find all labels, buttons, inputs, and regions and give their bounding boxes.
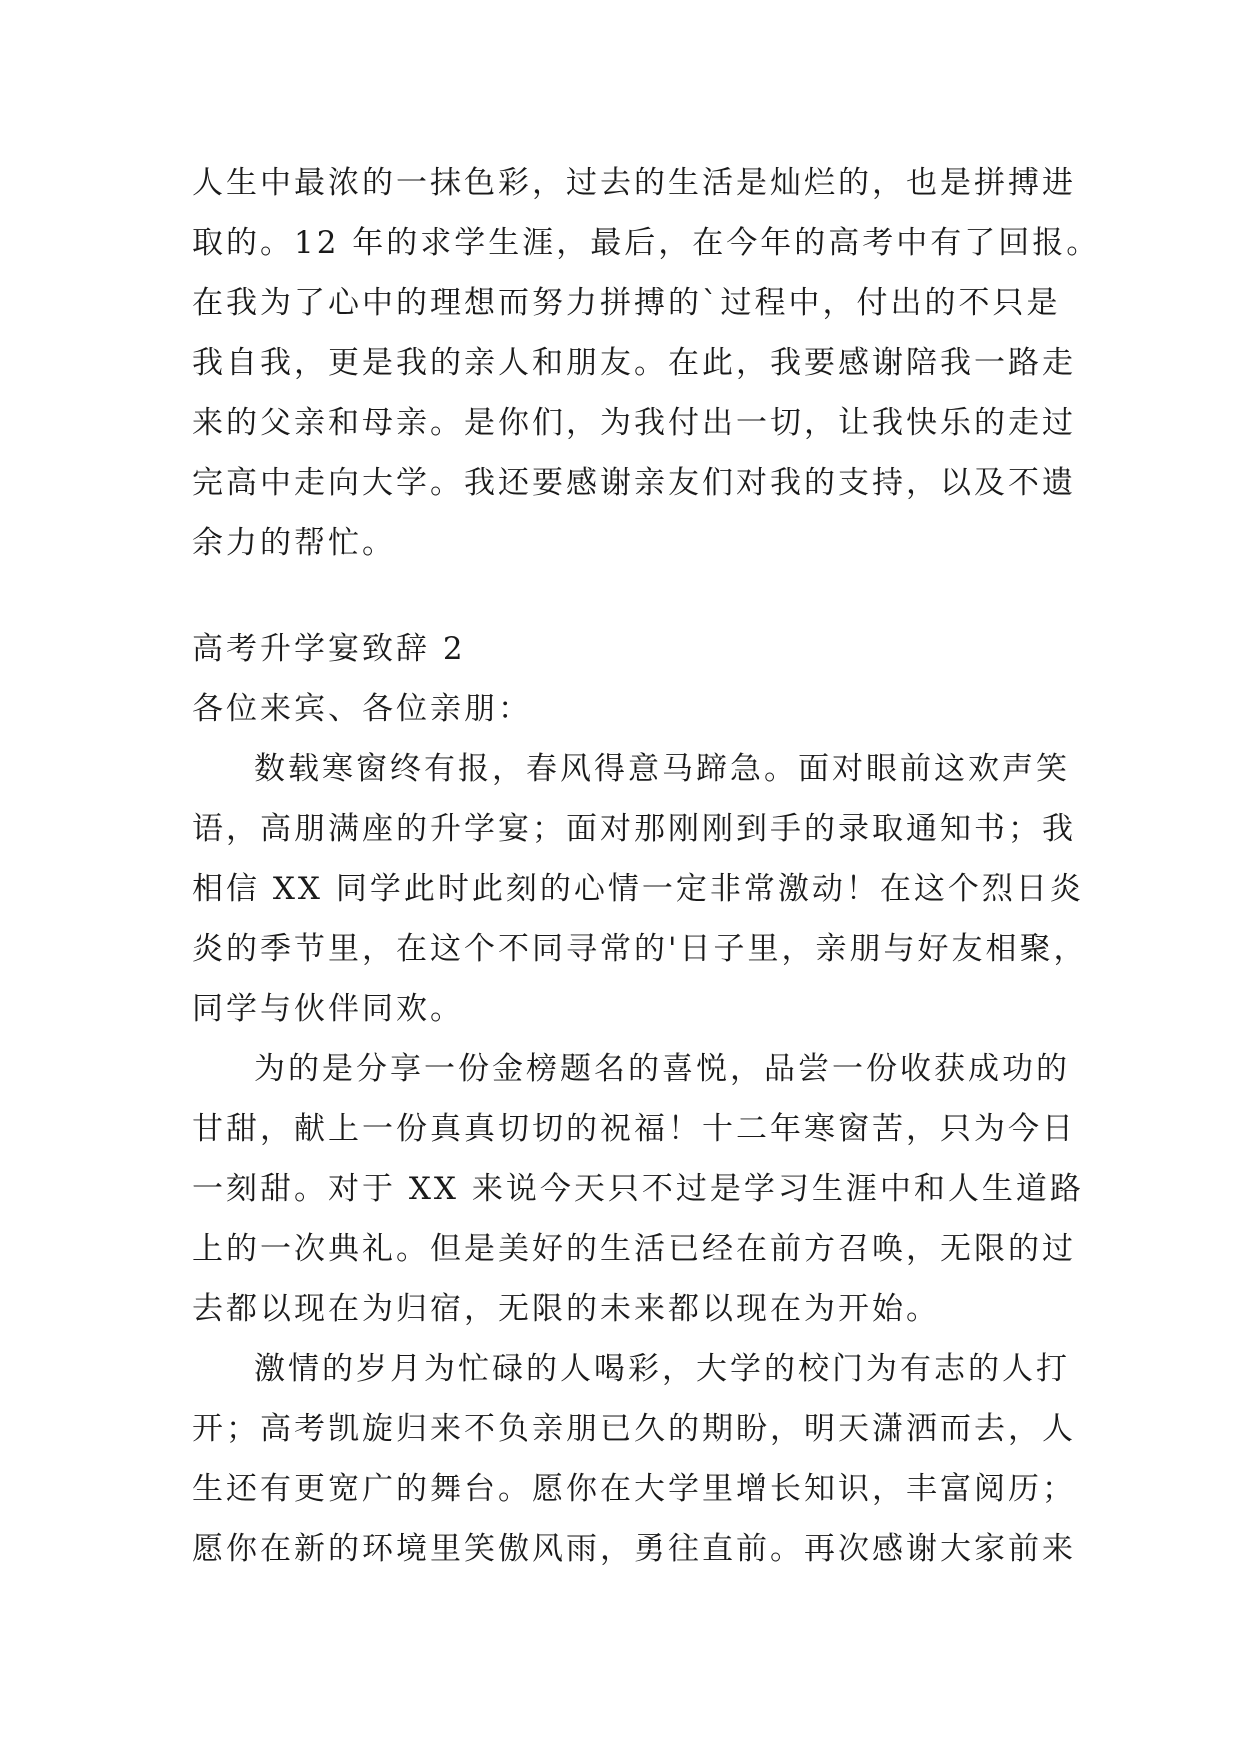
- greeting: 各位来宾、各位亲朋：: [192, 691, 532, 727]
- text-line: 人生中最浓的一抹色彩，过去的生活是灿烂的，也是拼搏进: [192, 165, 1076, 201]
- text-line: 来的父亲和母亲。是你们，为我付出一切，让我快乐的走过: [192, 405, 1076, 441]
- text-line: 数载寒窗终有报，春风得意马蹄急。面对眼前这欢声笑: [254, 751, 1070, 787]
- text-line: 生还有更宽广的舞台。愿你在大学里增长知识，丰富阅历；: [192, 1471, 1076, 1507]
- text-line: 为的是分享一份金榜题名的喜悦，品尝一份收获成功的: [254, 1051, 1070, 1087]
- text-line: 激情的岁月为忙碌的人喝彩，大学的校门为有志的人打: [254, 1351, 1070, 1387]
- text-line: 相信 XX 同学此时此刻的心情一定非常激动！在这个烈日炎: [192, 871, 1084, 907]
- text-line: 炎的季节里，在这个不同寻常的'日子里，亲朋与好友相聚，: [192, 931, 1088, 967]
- text-line: 甘甜，献上一份真真切切的祝福！十二年寒窗苦，只为今日: [192, 1111, 1076, 1147]
- text-line: 同学与伙伴同欢。: [192, 991, 464, 1027]
- text-line: 开；高考凯旋归来不负亲朋已久的期盼，明天潇洒而去，人: [192, 1411, 1076, 1447]
- text-line: 语，高朋满座的升学宴；面对那刚刚到手的录取通知书；我: [192, 811, 1076, 847]
- text-line: 上的一次典礼。但是美好的生活已经在前方召唤，无限的过: [192, 1231, 1076, 1267]
- text-line: 我自我，更是我的亲人和朋友。在此，我要感谢陪我一路走: [192, 345, 1076, 381]
- section-heading: 高考升学宴致辞 2: [192, 631, 466, 667]
- text-line: 一刻甜。对于 XX 来说今天只不过是学习生涯中和人生道路: [192, 1171, 1084, 1207]
- text-line: 去都以现在为归宿，无限的未来都以现在为开始。: [192, 1291, 940, 1327]
- text-line: 愿你在新的环境里笑傲风雨，勇往直前。再次感谢大家前来: [192, 1531, 1076, 1567]
- text-line: 在我为了心中的理想而努力拼搏的`过程中，付出的不只是: [192, 285, 1061, 321]
- text-line: 余力的帮忙。: [192, 525, 396, 561]
- text-line: 取的。12 年的求学生涯，最后，在今年的高考中有了回报。: [192, 225, 1101, 261]
- text-line: 完高中走向大学。我还要感谢亲友们对我的支持，以及不遗: [192, 465, 1076, 501]
